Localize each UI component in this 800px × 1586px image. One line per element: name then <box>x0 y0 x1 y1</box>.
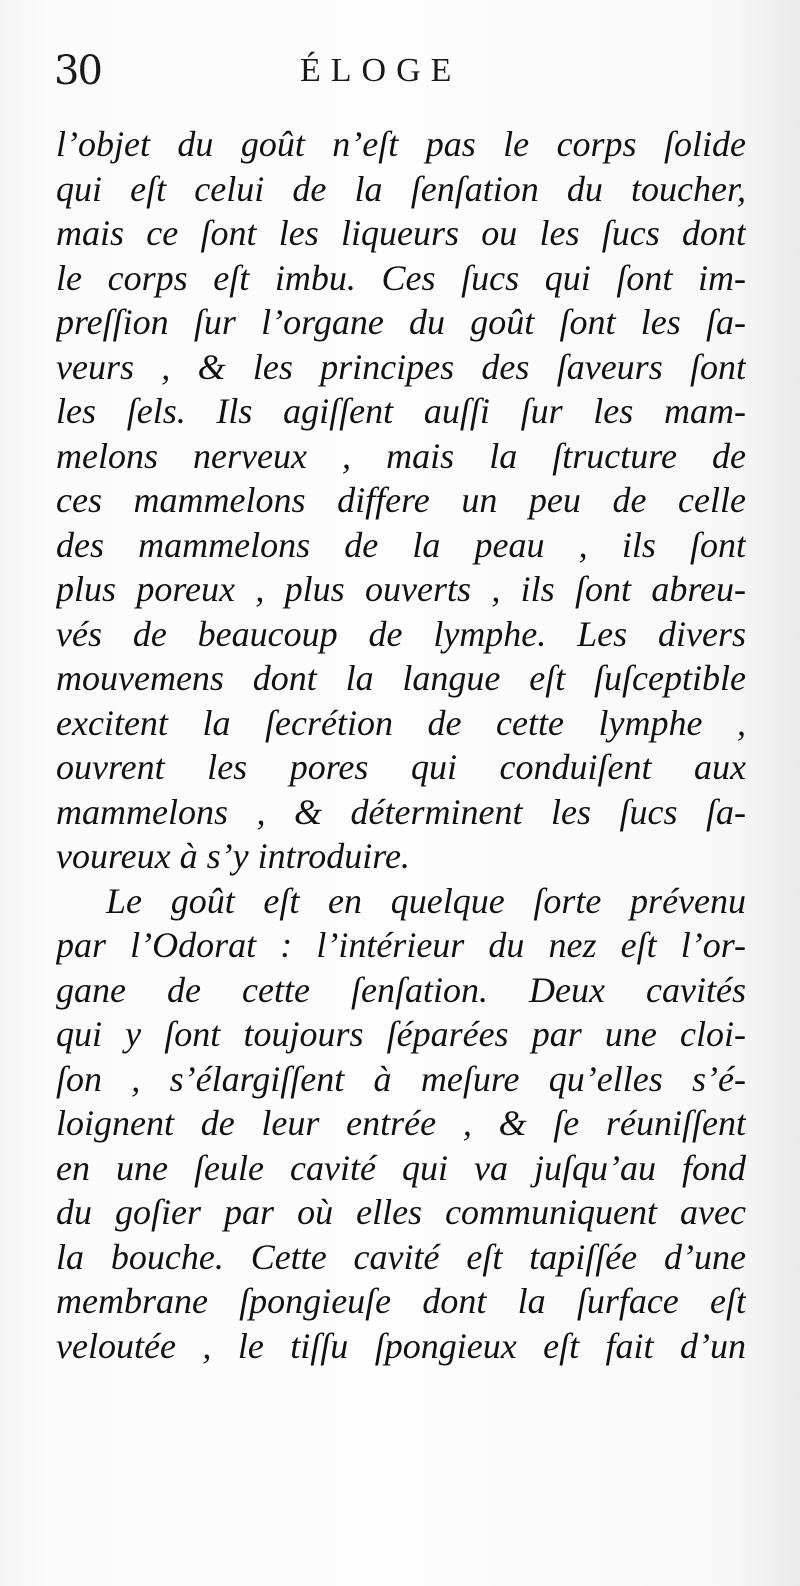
text-line: qui y ſont toujours ſéparées par une cloi- <box>56 1014 746 1054</box>
text-line: mouvemens dont la langue eſt ſuſceptible <box>56 658 746 698</box>
text-line: du goſier par où elles communiquent avec <box>56 1192 746 1232</box>
text-line: melons nerveux , mais la ſtructure de <box>56 435 746 476</box>
text-line: le corps eſt imbu. Ces ſucs qui ſont im- <box>56 257 746 298</box>
text-line: par l’Odorat : l’intérieur du nez eſt l’or- <box>56 925 746 965</box>
body-text <box>56 122 746 1368</box>
text-line: ſon , s’élargiſſent à meſure qu’elles s’é- <box>56 1058 746 1099</box>
text-line: ces mammelons differe un peu de celle <box>56 480 746 520</box>
text-line: l’objet du goût n’eſt pas le corps ſolide <box>56 124 746 164</box>
text-line: mais ce ſont les liqueurs ou les ſucs dont <box>56 213 746 253</box>
page-header <box>54 48 754 108</box>
text-line: des mammelons de la peau , ils ſont <box>56 524 746 565</box>
text-line: voureux à s’y introduire. <box>56 836 410 876</box>
text-line: plus poreux , plus ouverts , ils ſont abreu- <box>56 569 746 609</box>
page-number: 30 <box>54 48 101 94</box>
text-line: preſſion ſur l’organe du goût ſont les ſa- <box>56 302 746 342</box>
text-line: en une ſeule cavité qui va juſqu’au fond <box>56 1147 746 1188</box>
text-line: la bouche. Cette cavité eſt tapiſſée d’une <box>56 1236 746 1277</box>
text-line: membrane ſpongieuſe dont la ſurface eſt <box>56 1281 746 1321</box>
text-line: vés de beaucoup de lymphe. Les divers <box>56 613 746 654</box>
text-line: gane de cette ſenſation. Deux cavités <box>56 969 746 1010</box>
text-line: qui eſt celui de la ſenſation du toucher, <box>56 168 746 209</box>
text-line: les ſels. Ils agiſſent auſſi ſur les mam- <box>56 391 746 431</box>
text-line: mammelons , & déterminent les ſucs ſa- <box>56 791 746 832</box>
running-head: ÉLOGE <box>300 52 462 89</box>
text-line: ouvrent les pores qui conduiſent aux <box>56 747 746 787</box>
text-line: loignent de leur entrée , & ſe réuniſſent <box>56 1103 746 1143</box>
text-line: veurs , & les principes des ſaveurs ſont <box>56 346 746 387</box>
text-line: veloutée , le tiſſu ſpongieux eſt fait d’un <box>56 1325 746 1366</box>
text-line: Le goût eſt en quelque ſorte prévenu <box>106 880 746 921</box>
text-line: excitent la ſecrétion de cette lymphe , <box>56 702 746 743</box>
